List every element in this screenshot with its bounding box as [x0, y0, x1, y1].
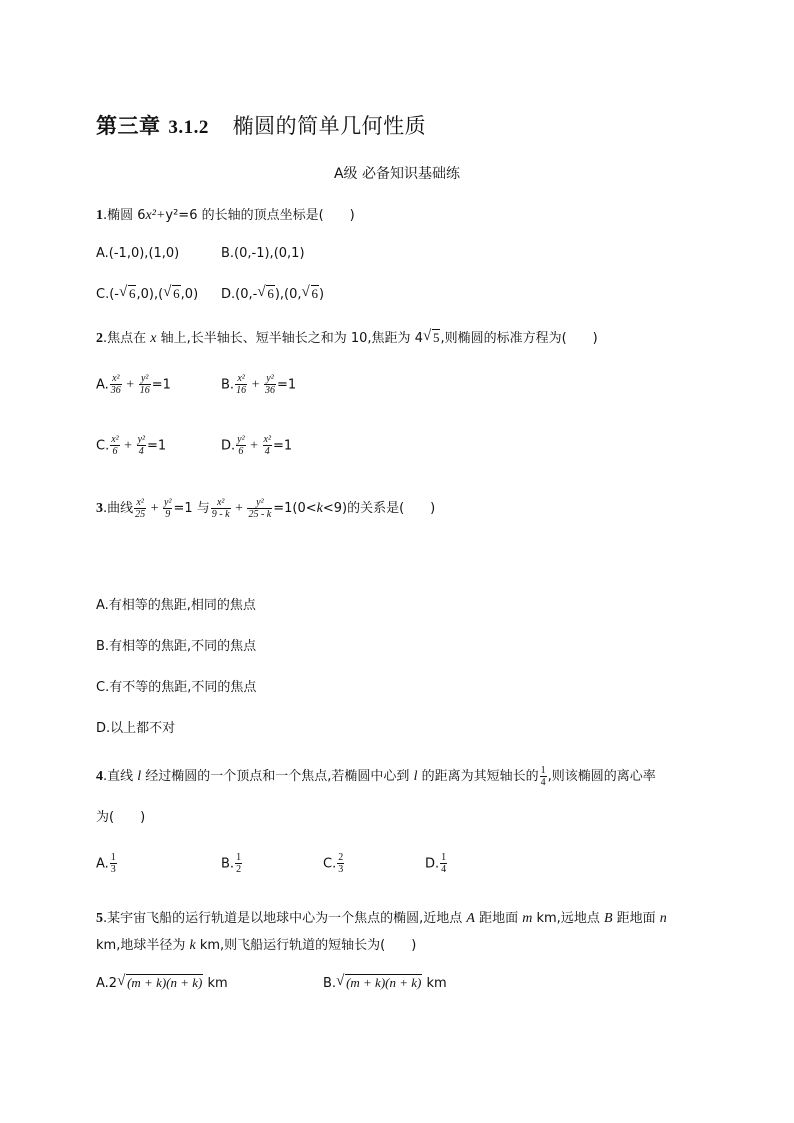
numerator: 1 — [540, 764, 546, 776]
radicand: 6 — [128, 286, 136, 301]
section-name: 椭圆的简单几何性质 — [232, 114, 427, 138]
numerator: y² — [164, 496, 172, 508]
numerator: x² — [237, 373, 245, 384]
question-5-cont — [96, 934, 416, 954]
fraction — [247, 498, 272, 520]
option-b — [221, 853, 243, 875]
chapter-label: 第三章 — [96, 114, 161, 138]
fraction — [235, 374, 247, 396]
option-a: A. $\frac{\text{x²}}{36}$ + $\frac{\text{y²}}{16}$ =1 — [96, 373, 171, 396]
option-label: B. — [221, 856, 235, 872]
option-c: C.有不等的焦距,不同的焦点 — [96, 680, 257, 695]
question-text: 距地面 — [474, 911, 523, 926]
denominator: 4 — [441, 864, 447, 875]
fraction — [263, 435, 272, 457]
question-number: 5 — [96, 911, 103, 926]
question-text: 的距离为其短轴长的 — [417, 769, 539, 784]
denominator: 25 — [135, 508, 146, 520]
sqrt — [163, 286, 181, 302]
question-number: 3 — [96, 501, 103, 516]
fraction — [110, 853, 117, 875]
numerator: x² — [111, 434, 119, 445]
denominator: 4 — [263, 445, 272, 457]
numerator: y² — [137, 434, 145, 445]
question-text: ,则该椭圆的离心率 — [547, 769, 656, 784]
fraction — [264, 374, 276, 396]
option-label: B. — [323, 976, 337, 991]
question-3: 3.曲线 $\frac{\text{x²}}{25}$ + $\frac{\text{y²}}{9}$ =1 与 $\frac{\text{x²}}{9 - k}$ + $\frac{\text{y²}}{25 - k}$ =1(0<k<9)的关系是( ) — [96, 496, 436, 520]
denominator: 6 — [110, 445, 119, 457]
option-label: A.2 — [96, 976, 118, 991]
option-a: A.(-1,0),(1,0) — [96, 246, 180, 261]
denominator: 9 — [163, 508, 172, 520]
option-c — [96, 286, 198, 302]
denominator: 16 — [236, 385, 247, 396]
page-title — [96, 110, 426, 140]
variable: x — [150, 331, 157, 346]
option-b: B.(0,-1),(0,1) — [221, 246, 305, 261]
question-text: 轴上,长半轴长、短半轴长之和为 10,焦距为 4 — [156, 331, 423, 346]
numerator: x² — [136, 496, 144, 508]
equals: =1 — [151, 377, 171, 393]
denominator: 25 - k — [248, 508, 272, 520]
option-text: D.(0,- — [221, 287, 258, 302]
question-number: 1 — [96, 208, 103, 223]
option-c — [323, 853, 345, 875]
numerator: y² — [266, 373, 274, 384]
denominator: 4 — [540, 776, 546, 788]
question-4 — [96, 765, 656, 788]
question-math: x²+ — [145, 208, 166, 223]
numerator: y² — [140, 373, 149, 384]
question-text: =1(0< — [273, 501, 317, 516]
question-text: .某宇宙飞船的运行轨道是以地球中心为一个焦点的椭圆,近地点 — [103, 911, 467, 926]
numerator: x² — [263, 434, 271, 445]
unit: km — [422, 976, 447, 991]
option-d: D.以上都不对 — [96, 721, 176, 736]
option-d: D. $\frac{\text{y²}}{6}$ + $\frac{\text{x²}}{4}$ =1 — [221, 434, 293, 457]
variable: A — [466, 911, 475, 926]
question-text: 经过椭圆的一个顶点和一个焦点,若椭圆中心到 — [141, 769, 414, 784]
denominator: 36 — [264, 385, 275, 396]
option-a — [96, 853, 118, 875]
denominator: 3 — [110, 864, 116, 875]
fraction — [163, 498, 172, 520]
unit: km — [203, 976, 228, 991]
fraction — [211, 498, 231, 520]
option-label: A. — [96, 856, 109, 872]
option-label: C. — [323, 856, 337, 872]
denominator: 6 — [236, 445, 245, 457]
question-text: .椭圆 6 — [103, 208, 146, 223]
option-label: A. — [96, 377, 109, 393]
variable: n — [659, 911, 667, 926]
question-text: km,远地点 — [532, 911, 604, 926]
sqrt — [257, 286, 275, 302]
question-text: .曲线 — [103, 501, 134, 516]
sqrt — [423, 330, 441, 346]
denominator: 4 — [137, 445, 146, 457]
fraction — [236, 435, 245, 457]
sqrt — [117, 975, 203, 991]
fraction — [110, 435, 119, 457]
numerator: x² — [216, 496, 225, 508]
option-a: A.有相等的焦距,相同的焦点 — [96, 598, 256, 613]
sqrt — [336, 975, 422, 991]
sqrt — [302, 286, 320, 302]
fraction — [137, 435, 146, 457]
option-c: C. $\frac{\text{x²}}{6}$ + $\frac{\text{y²}}{4}$ =1 — [96, 434, 167, 457]
question-5 — [96, 907, 667, 927]
question-text: y²=6 的长轴的顶点坐标是( ) — [165, 208, 355, 223]
numerator: 1 — [441, 852, 447, 863]
option-label: B. — [221, 377, 235, 393]
question-text: =1 与 — [173, 501, 210, 516]
question-1 — [96, 204, 355, 224]
numerator: y² — [256, 496, 264, 508]
option-text: ,0) — [180, 287, 199, 302]
numerator: 2 — [338, 852, 344, 863]
section-number: 3.1.2 — [168, 117, 209, 138]
variable: k — [189, 938, 196, 953]
question-4-cont: 为( ) — [96, 810, 146, 825]
fraction — [134, 498, 146, 520]
numerator: x² — [112, 373, 120, 384]
question-number: 2 — [96, 331, 103, 346]
equals: =1 — [276, 377, 297, 393]
variable: k — [316, 501, 323, 516]
radicand: 6 — [173, 286, 180, 301]
denominator: 3 — [338, 864, 344, 875]
radicand: (m + k)(n + k) — [346, 975, 422, 990]
option-text: ,0),( — [136, 287, 164, 302]
option-a — [96, 975, 228, 991]
level-heading: A级 必备知识基础练 — [333, 166, 461, 182]
option-label: C. — [96, 438, 110, 454]
fraction — [139, 374, 151, 396]
question-text: km,则飞船运行轨道的短轴长为( ) — [195, 938, 417, 953]
numerator: 1 — [110, 852, 116, 863]
option-text: ),(0, — [274, 287, 302, 302]
question-text: km,地球半径为 — [96, 938, 190, 953]
radicand: 6 — [311, 286, 318, 301]
fraction — [540, 766, 547, 788]
question-2 — [96, 327, 598, 347]
option-b: B. $\frac{\text{x²}}{16}$ + $\frac{\text{y²}}{36}$ =1 — [221, 373, 297, 396]
option-text: C.(- — [96, 287, 119, 302]
fraction — [235, 853, 242, 875]
question-text: 距地面 — [612, 911, 660, 926]
fraction — [440, 853, 447, 875]
option-text: ) — [319, 287, 325, 302]
option-d — [425, 853, 448, 875]
option-b: B.有相等的焦距,不同的焦点 — [96, 639, 257, 654]
question-text: <9)的关系是( ) — [322, 501, 436, 516]
numerator: y² — [237, 434, 245, 445]
fraction — [110, 374, 122, 396]
numerator: 1 — [236, 852, 242, 863]
variable: m — [522, 911, 533, 926]
option-d — [221, 286, 324, 302]
radicand: 5 — [432, 330, 440, 345]
fraction — [337, 853, 344, 875]
option-label: D. — [221, 438, 236, 454]
question-number: 4 — [96, 769, 103, 784]
radicand: 6 — [267, 286, 274, 301]
question-text: .焦点在 — [103, 331, 151, 346]
denominator: 36 — [110, 385, 121, 396]
equals: =1 — [147, 438, 167, 454]
radicand: (m + k)(n + k) — [127, 975, 203, 990]
question-text: .直线 — [103, 769, 138, 784]
denominator: 2 — [236, 864, 242, 875]
question-text: ,则椭圆的标准方程为( ) — [440, 331, 598, 346]
variable: B — [603, 911, 613, 926]
variable: l — [137, 769, 142, 784]
denominator: 16 — [139, 385, 150, 396]
sqrt — [119, 286, 137, 302]
variable: l — [413, 769, 418, 784]
option-b — [323, 975, 447, 991]
equals: =1 — [272, 438, 293, 454]
denominator: 9 - k — [211, 508, 230, 520]
option-label: D. — [425, 856, 440, 872]
